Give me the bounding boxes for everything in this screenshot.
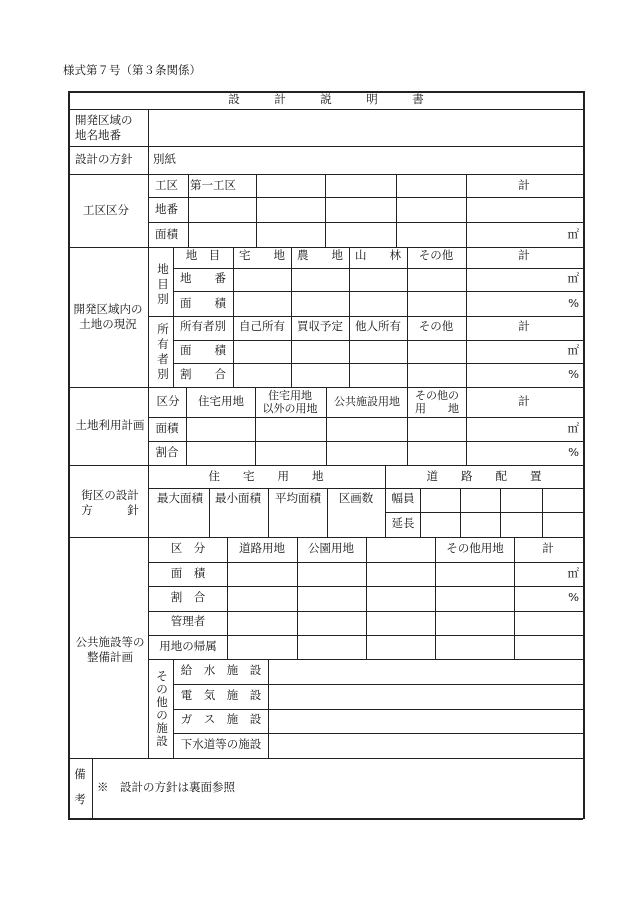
land-use-header-other-2: 用 地: [415, 402, 459, 415]
block-col-rule: [268, 488, 269, 537]
form-number: 様式第７号（第３条関係）: [63, 63, 201, 77]
block-row-rule: [385, 512, 583, 513]
owner-vertical-label: 有: [157, 337, 169, 351]
policy-value: 別紙: [153, 152, 176, 166]
land-use-col-rule: [255, 387, 256, 465]
public-row-rule: [148, 635, 583, 636]
block-col-rule: [327, 488, 328, 537]
land-use-col-rule: [466, 387, 467, 465]
road-width-label: 幅員: [391, 491, 415, 505]
work-area-row-rule: [148, 197, 583, 198]
unit-sqm: ㎡: [567, 271, 579, 285]
public-header-other: その他用地: [446, 541, 504, 555]
unit-sqm: ㎡: [567, 227, 579, 241]
land-use-header-division: 区分: [156, 394, 180, 408]
block-label-line2: 方 針: [81, 503, 139, 517]
land-use-col-rule: [326, 387, 327, 465]
public-header-road: 道路用地: [239, 541, 285, 555]
public-row-rule: [148, 562, 583, 563]
work-area-col-rule: [188, 174, 189, 247]
owner-header-cell: 計: [518, 319, 530, 333]
public-row-ownership: 用地の帰属: [159, 639, 217, 653]
table-border-right: [583, 91, 585, 819]
road-length-label: 延長: [391, 516, 415, 530]
form-title: 設 計 説 明 書: [228, 92, 424, 106]
public-header-division: 区 分: [170, 541, 206, 555]
public-col-rule: [435, 537, 436, 659]
work-area-total: 計: [518, 178, 530, 192]
owner-row-ratio: 割 合: [180, 367, 226, 381]
owner-header-cell: 買収予定: [297, 319, 343, 333]
land-use-col-rule: [407, 387, 408, 465]
land-header-cell: 山 林: [355, 248, 401, 262]
public-header-park: 公園用地: [308, 541, 354, 555]
public-label-line1: 公共施設等の: [75, 635, 145, 649]
land-use-header-nonres-1: 住宅用地: [268, 389, 312, 402]
land-use-row-rule: [148, 417, 583, 418]
public-col-rule: [514, 537, 515, 659]
work-area-col-rule: [256, 174, 257, 247]
table-border-bottom: [68, 818, 583, 820]
land-use-header-public: 公共施設用地: [334, 395, 400, 408]
unit-percent: %: [568, 590, 579, 604]
other-facilities-vertical-label: の: [156, 682, 168, 696]
other-facility-row-rule: [173, 709, 583, 710]
land-row-area: 面 積: [180, 296, 226, 310]
current-row-rule: [173, 291, 583, 292]
public-col-rule: [227, 537, 228, 659]
remarks-label-rule: [92, 758, 93, 818]
land-header-cell: その他: [418, 248, 454, 262]
other-facility-row-rule: [173, 733, 583, 734]
land-use-header-residential: 住宅用地: [198, 394, 244, 408]
owner-header-cell: 所有者別: [180, 319, 226, 333]
work-area-row-area: 面積: [155, 227, 178, 241]
public-row-rule: [148, 586, 583, 587]
public-row-rule: [148, 611, 583, 612]
work-area-col-rule: [466, 174, 467, 247]
owner-vertical-label: 別: [157, 367, 169, 381]
other-facility-row: 下水道等の施設: [180, 737, 262, 751]
public-col-rule: [297, 537, 298, 659]
remarks-label-1: 備: [74, 767, 86, 781]
public-row-manager: 管理者: [170, 614, 206, 628]
other-facility-row: ガ ス 施 設: [180, 712, 262, 726]
land-type-vertical-label: 目: [157, 277, 169, 291]
block-row-rule: [148, 488, 583, 489]
land-use-header-total: 計: [518, 394, 530, 408]
land-use-row-area: 面積: [155, 421, 179, 435]
unit-sqm: ㎡: [567, 566, 579, 580]
land-row-lot: 地 番: [180, 271, 226, 285]
land-header-cell: 地 目: [185, 248, 221, 262]
land-use-label: 土地利用計画: [75, 418, 145, 432]
unit-sqm: ㎡: [567, 421, 579, 435]
current-group-rule: [148, 316, 583, 317]
block-col-header: 平均面積: [275, 491, 321, 505]
section-rule: [68, 758, 583, 759]
unit-percent: %: [568, 296, 579, 310]
unit-percent: %: [568, 367, 579, 381]
land-type-vertical-label: 別: [157, 292, 169, 306]
work-area-label: 工区区分: [83, 203, 129, 217]
road-col-rule: [420, 488, 421, 537]
land-use-header-nonres-2: 以外の用地: [262, 402, 318, 415]
block-col-rule: [209, 488, 210, 537]
land-use-row-rule: [148, 441, 583, 442]
location-label-line1: 開発区域の: [75, 113, 133, 127]
current-row-rule: [173, 363, 583, 364]
unit-percent: %: [568, 445, 579, 459]
public-row-rule: [148, 659, 583, 660]
table-border-left: [68, 91, 70, 818]
owner-header-cell: 自己所有: [239, 319, 285, 333]
public-header-total: 計: [542, 541, 554, 555]
road-col-rule: [500, 488, 501, 537]
owner-header-cell: 他人所有: [355, 319, 401, 333]
block-label-line1: 街区の設計: [81, 488, 139, 502]
label-column-rule: [148, 109, 149, 758]
block-divider-rule: [385, 465, 386, 537]
block-col-header: 最小面積: [215, 491, 261, 505]
policy-label: 設計の方針: [75, 152, 133, 166]
land-use-row-ratio: 割合: [155, 445, 179, 459]
land-type-vertical-label: 地: [157, 262, 169, 276]
current-row-rule: [173, 340, 583, 341]
land-header-cell: 宅 地: [239, 248, 285, 262]
land-header-cell: 計: [518, 248, 530, 262]
unit-sqm: ㎡: [567, 343, 579, 357]
road-col-rule: [542, 488, 543, 537]
section-rule: [68, 146, 583, 147]
land-use-col-rule: [186, 387, 187, 465]
work-area-row-header: 工区: [155, 178, 178, 192]
remarks-note: ※ 設計の方針は裏面参照: [97, 780, 235, 794]
owner-vertical-label: 所: [157, 322, 169, 336]
land-use-header-other-1: その他の: [415, 389, 459, 402]
other-facilities-vertical-label: 他: [156, 695, 168, 709]
block-road-header: 道 路 配 置: [426, 469, 542, 483]
work-area-row-rule: [148, 222, 583, 223]
road-col-rule: [460, 488, 461, 537]
other-facility-row: 電 気 施 設: [180, 688, 262, 702]
other-facilities-vertical-label: 設: [156, 734, 168, 748]
block-col-header: 区画数: [338, 491, 374, 505]
current-label-line2: 土地の現況: [79, 317, 137, 331]
block-housing-header: 住 宅 用 地: [208, 469, 324, 483]
work-area-col-rule: [325, 174, 326, 247]
owner-header-cell: その他: [418, 319, 454, 333]
public-label-line2: 整備計画: [87, 650, 133, 664]
owner-vertical-label: 者: [157, 352, 169, 366]
location-label-line2: 地名地番: [75, 128, 121, 142]
block-col-header: 最大面積: [157, 491, 203, 505]
other-facility-row: 給 水 施 設: [180, 663, 262, 677]
remarks-label-2: 考: [74, 792, 86, 806]
current-row-rule: [173, 268, 583, 269]
other-facilities-vertical-label: の: [156, 708, 168, 722]
other-facilities-vertical-label: 施: [156, 721, 168, 735]
title-rule: [68, 109, 583, 110]
land-header-cell: 農 地: [297, 248, 343, 262]
other-facility-row-rule: [173, 684, 583, 685]
owner-row-area: 面 積: [180, 343, 226, 357]
section-rule: [68, 537, 583, 538]
work-area-row-lot: 地番: [155, 202, 178, 216]
work-area-first: 第一工区: [190, 178, 236, 192]
other-facilities-vertical-label: そ: [156, 669, 168, 683]
work-area-col-rule: [396, 174, 397, 247]
section-rule: [68, 465, 583, 466]
public-col-rule: [366, 537, 367, 659]
current-label-line1: 開発区域内の: [73, 302, 143, 316]
public-row-ratio: 割 合: [170, 590, 206, 604]
public-row-area: 面 積: [170, 566, 206, 580]
